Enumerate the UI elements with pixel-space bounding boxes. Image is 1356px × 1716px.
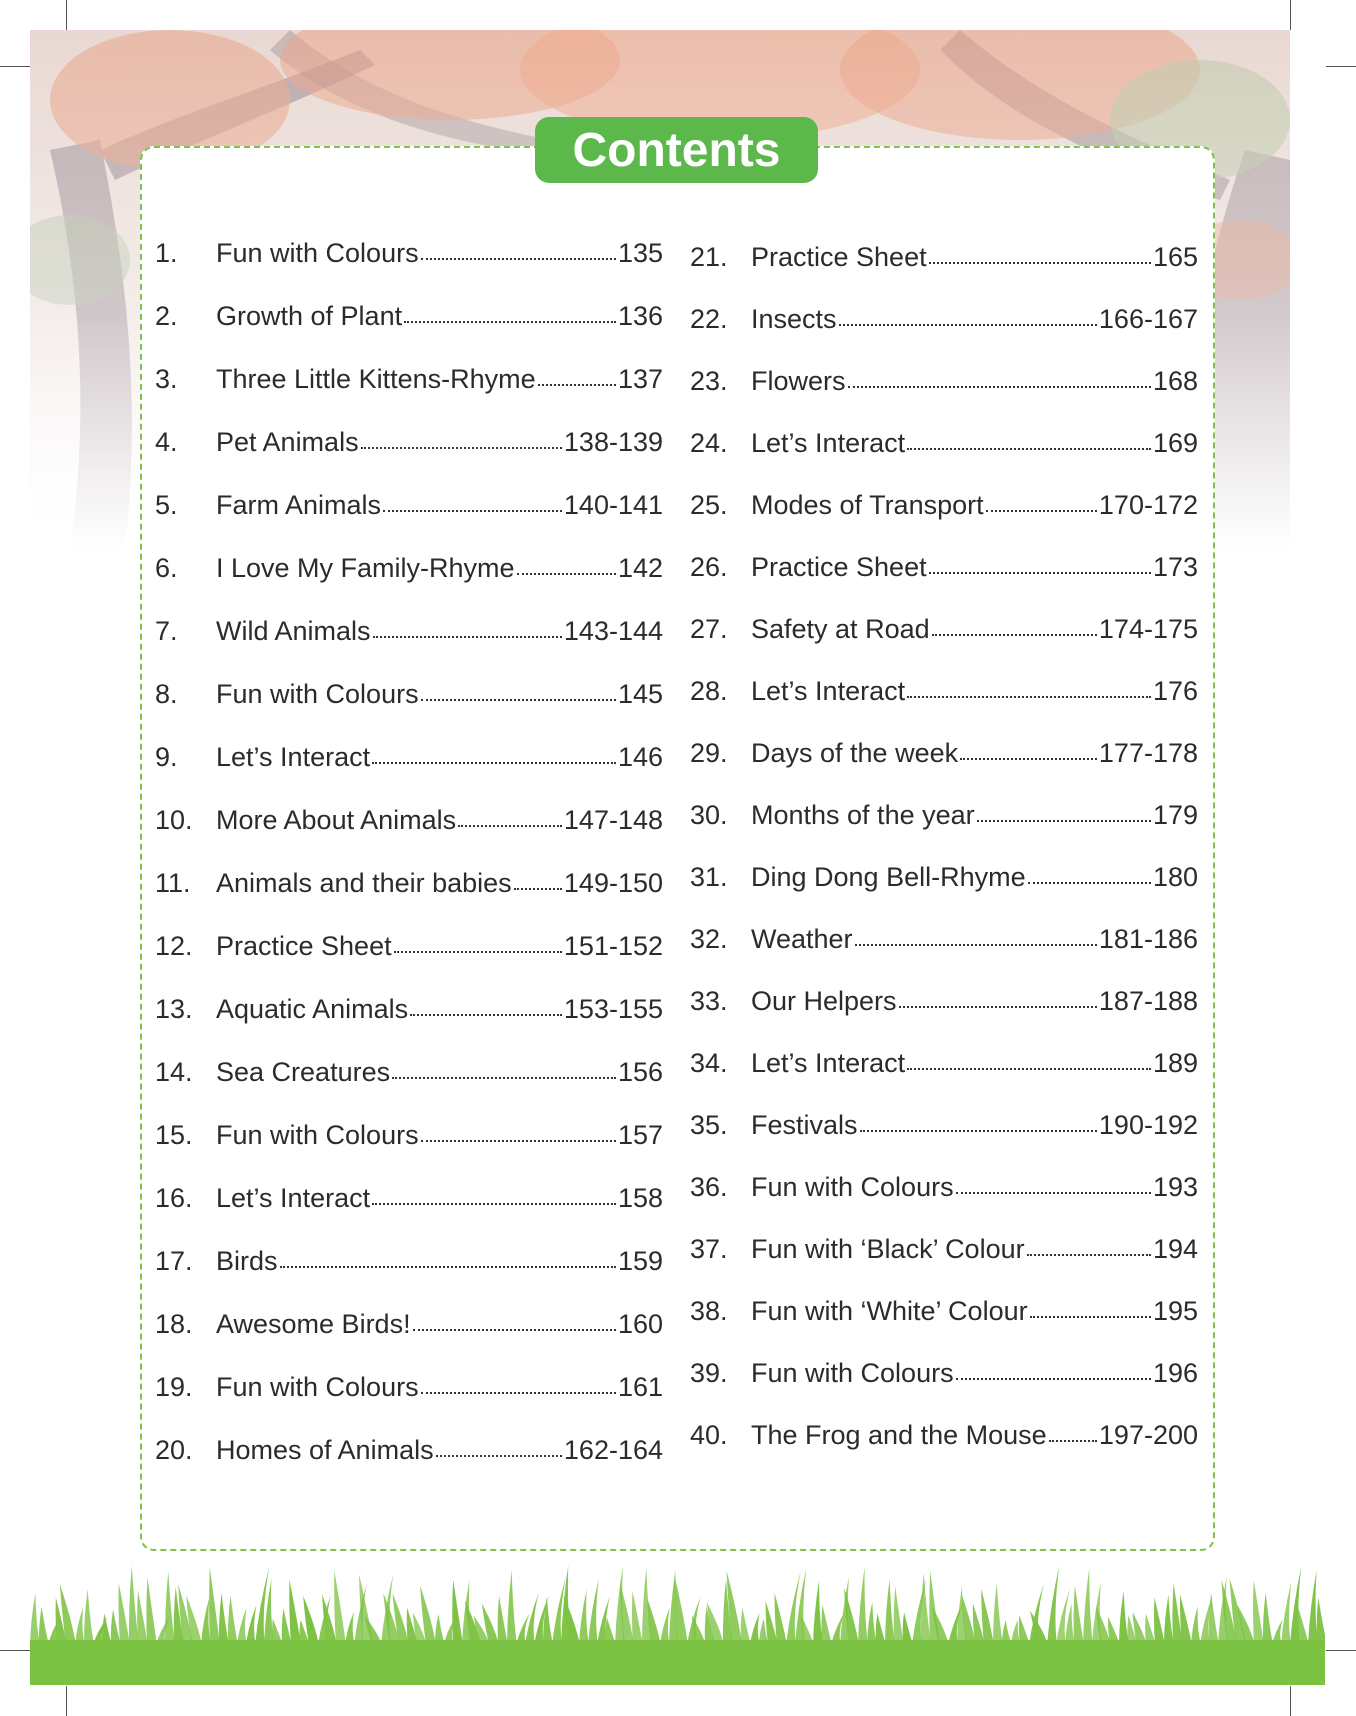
entry-number: 26. <box>690 552 728 582</box>
leader-dots <box>280 1266 616 1268</box>
leader-dots <box>421 1392 616 1394</box>
entry-number: 33. <box>690 986 728 1016</box>
entry-page: 153-155 <box>563 994 663 1024</box>
leader-dots <box>1027 1254 1151 1256</box>
leader-dots <box>394 951 562 953</box>
toc-entry[interactable] <box>690 862 1198 924</box>
entry-number: 12. <box>155 931 193 961</box>
leader-dots <box>860 1130 1097 1132</box>
leader-dots <box>956 1378 1151 1380</box>
entry-number: 14. <box>155 1057 193 1087</box>
leader-dots <box>1049 1440 1097 1442</box>
entry-number: 17. <box>155 1246 193 1276</box>
entry-title: I Love My Family-Rhyme <box>216 553 515 583</box>
leader-dots <box>436 1455 562 1457</box>
page-title: Contents <box>572 123 781 177</box>
leader-dots <box>421 258 616 260</box>
entry-title: Fun with Colours <box>216 238 419 268</box>
toc-entry[interactable] <box>690 428 1198 490</box>
entry-page: 193 <box>1152 1172 1198 1202</box>
crop-mark <box>1290 1686 1291 1716</box>
entry-title: More About Animals <box>216 805 457 835</box>
entry-title: Sea Creatures <box>216 1057 391 1087</box>
entry-number: 38. <box>690 1296 728 1326</box>
entry-page: 136 <box>617 301 663 331</box>
toc-entry[interactable] <box>155 364 663 427</box>
toc-entry[interactable] <box>155 1183 663 1246</box>
crop-mark <box>0 66 30 67</box>
entry-number: 32. <box>690 924 728 954</box>
crop-mark <box>66 1686 67 1716</box>
entry-page: 176 <box>1152 676 1198 706</box>
entry-number: 6. <box>155 553 178 583</box>
entry-title: Ding Dong Bell-Rhyme <box>751 862 1026 892</box>
leader-dots <box>839 324 1097 326</box>
leader-dots <box>538 384 616 386</box>
entry-title: Let’s Interact <box>751 428 906 458</box>
toc-entry[interactable] <box>155 931 663 994</box>
entry-number: 16. <box>155 1183 193 1213</box>
entry-number: 19. <box>155 1372 193 1402</box>
leader-dots <box>986 510 1097 512</box>
entry-title: Practice Sheet <box>216 931 392 961</box>
toc-entry[interactable] <box>690 1420 1198 1482</box>
toc-entry[interactable] <box>155 679 663 742</box>
entry-page: 170-172 <box>1098 490 1198 520</box>
entry-page: 151-152 <box>563 931 663 961</box>
entry-title: Practice Sheet <box>751 242 927 272</box>
leader-dots <box>848 386 1151 388</box>
entry-number: 13. <box>155 994 193 1024</box>
entry-title: Homes of Animals <box>216 1435 434 1465</box>
entry-number: 18. <box>155 1309 193 1339</box>
entry-title: Farm Animals <box>216 490 382 520</box>
entry-title: Growth of Plant <box>216 301 403 331</box>
entry-number: 5. <box>155 490 178 520</box>
entry-title: Aquatic Animals <box>216 994 409 1024</box>
leader-dots <box>404 321 616 323</box>
toc-entry[interactable] <box>690 614 1198 676</box>
entry-page: 140-141 <box>563 490 663 520</box>
entry-number: 34. <box>690 1048 728 1078</box>
toc-entry[interactable] <box>155 553 663 616</box>
entry-page: 181-186 <box>1098 924 1198 954</box>
leader-dots <box>372 1203 616 1205</box>
toc-column-left <box>155 238 663 1498</box>
entry-page: 147-148 <box>563 805 663 835</box>
leader-dots <box>907 448 1151 450</box>
toc-entry[interactable] <box>690 366 1198 428</box>
toc-entry[interactable] <box>155 994 663 1057</box>
entry-title: Days of the week <box>751 738 959 768</box>
entry-title: Flowers <box>751 366 846 396</box>
toc-entry[interactable] <box>690 738 1198 800</box>
entry-page: 162-164 <box>563 1435 663 1465</box>
entry-title: Fun with Colours <box>216 679 419 709</box>
entry-page: 138-139 <box>563 427 663 457</box>
entry-page: 194 <box>1152 1234 1198 1264</box>
leader-dots <box>932 634 1097 636</box>
entry-title: Modes of Transport <box>751 490 984 520</box>
entry-title: Insects <box>751 304 837 334</box>
entry-number: 20. <box>155 1435 193 1465</box>
toc-entry[interactable] <box>690 1110 1198 1172</box>
entry-page: 165 <box>1152 242 1198 272</box>
entry-number: 9. <box>155 742 178 772</box>
entry-number: 30. <box>690 800 728 830</box>
entry-number: 25. <box>690 490 728 520</box>
entry-number: 21. <box>690 242 728 272</box>
toc-entry[interactable] <box>690 304 1198 366</box>
entry-title: Fun with Colours <box>216 1372 419 1402</box>
leader-dots <box>410 1014 562 1016</box>
entry-page: 166-167 <box>1098 304 1198 334</box>
toc-entry[interactable] <box>155 1120 663 1183</box>
entry-page: 160 <box>617 1309 663 1339</box>
leader-dots <box>929 572 1151 574</box>
entry-number: 31. <box>690 862 728 892</box>
entry-page: 142 <box>617 553 663 583</box>
entry-number: 36. <box>690 1172 728 1202</box>
entry-number: 10. <box>155 805 193 835</box>
entry-title: Fun with Colours <box>216 1120 419 1150</box>
entry-page: 174-175 <box>1098 614 1198 644</box>
leader-dots <box>383 510 562 512</box>
entry-page: 169 <box>1152 428 1198 458</box>
entry-page: 179 <box>1152 800 1198 830</box>
entry-page: 189 <box>1152 1048 1198 1078</box>
leader-dots <box>907 696 1151 698</box>
toc-entry[interactable] <box>690 552 1198 614</box>
entry-number: 24. <box>690 428 728 458</box>
entry-number: 11. <box>155 868 191 898</box>
entry-title: Let’s Interact <box>216 742 371 772</box>
entry-page: 159 <box>617 1246 663 1276</box>
entry-number: 37. <box>690 1234 728 1264</box>
entry-title: Our Helpers <box>751 986 897 1016</box>
entry-page: 146 <box>617 742 663 772</box>
leader-dots <box>514 888 562 890</box>
entry-title: Weather <box>751 924 853 954</box>
entry-title: Three Little Kittens-Rhyme <box>216 364 536 394</box>
leader-dots <box>373 636 562 638</box>
entry-page: 190-192 <box>1098 1110 1198 1140</box>
entry-number: 8. <box>155 679 178 709</box>
entry-page: 157 <box>617 1120 663 1150</box>
toc-entry[interactable] <box>690 1172 1198 1234</box>
crop-mark <box>0 1650 30 1651</box>
toc-entry[interactable] <box>155 805 663 868</box>
leader-dots <box>1028 882 1151 884</box>
toc-entry[interactable] <box>155 301 663 364</box>
leader-dots <box>372 762 616 764</box>
entry-page: 137 <box>617 364 663 394</box>
entry-number: 23. <box>690 366 728 396</box>
crop-mark <box>66 0 67 30</box>
toc-entry[interactable] <box>155 1246 663 1309</box>
leader-dots <box>907 1068 1151 1070</box>
leader-dots <box>517 573 616 575</box>
entry-number: 40. <box>690 1420 728 1450</box>
entry-title: Fun with ‘White’ Colour <box>751 1296 1028 1326</box>
toc-entry[interactable] <box>155 1435 663 1498</box>
entry-number: 4. <box>155 427 178 457</box>
entry-page: 156 <box>617 1057 663 1087</box>
crop-mark <box>1326 66 1356 67</box>
toc-entry[interactable] <box>155 490 663 553</box>
entry-title: Animals and their babies <box>216 868 512 898</box>
entry-title: Let’s Interact <box>751 1048 906 1078</box>
entry-number: 39. <box>690 1358 728 1388</box>
entry-number: 1. <box>155 238 178 268</box>
entry-number: 2. <box>155 301 178 331</box>
entry-page: 195 <box>1152 1296 1198 1326</box>
entry-title: Let’s Interact <box>216 1183 371 1213</box>
entry-title: Wild Animals <box>216 616 371 646</box>
entry-page: 173 <box>1152 552 1198 582</box>
toc-entry[interactable] <box>690 1234 1198 1296</box>
leader-dots <box>855 944 1097 946</box>
leader-dots <box>956 1192 1151 1194</box>
toc-entry[interactable] <box>155 742 663 805</box>
entry-title: Festivals <box>751 1110 858 1140</box>
entry-page: 135 <box>617 238 663 268</box>
entry-number: 22. <box>690 304 728 334</box>
entry-page: 158 <box>617 1183 663 1213</box>
entry-page: 143-144 <box>563 616 663 646</box>
toc-entry[interactable] <box>155 1309 663 1372</box>
entry-page: 161 <box>617 1372 663 1402</box>
toc-entry[interactable] <box>690 1296 1198 1358</box>
leader-dots <box>977 820 1151 822</box>
leader-dots <box>899 1006 1097 1008</box>
toc-entry[interactable] <box>690 676 1198 738</box>
entry-title: The Frog and the Mouse <box>751 1420 1047 1450</box>
toc-entry[interactable] <box>690 242 1198 304</box>
leader-dots <box>421 1140 616 1142</box>
toc-entry[interactable] <box>690 800 1198 862</box>
leader-dots <box>960 758 1097 760</box>
entry-title: Awesome Birds! <box>216 1309 411 1339</box>
entry-page: 149-150 <box>563 868 663 898</box>
toc-entry[interactable] <box>155 238 663 301</box>
entry-title: Fun with Colours <box>751 1358 954 1388</box>
toc-entry[interactable] <box>155 1057 663 1120</box>
leader-dots <box>929 262 1151 264</box>
grass-border <box>30 1565 1325 1685</box>
entry-title: Let’s Interact <box>751 676 906 706</box>
entry-number: 7. <box>155 616 178 646</box>
entry-title: Fun with ‘Black’ Colour <box>751 1234 1025 1264</box>
crop-mark <box>1290 0 1291 30</box>
toc-entry[interactable] <box>155 616 663 679</box>
entry-page: 177-178 <box>1098 738 1198 768</box>
entry-page: 187-188 <box>1098 986 1198 1016</box>
entry-page: 196 <box>1152 1358 1198 1388</box>
entry-title: Practice Sheet <box>751 552 927 582</box>
entry-title: Birds <box>216 1246 278 1276</box>
entry-title: Safety at Road <box>751 614 930 644</box>
entry-number: 15. <box>155 1120 193 1150</box>
leader-dots <box>458 825 562 827</box>
toc-entry[interactable] <box>690 1358 1198 1420</box>
leader-dots <box>413 1329 616 1331</box>
entry-number: 29. <box>690 738 728 768</box>
entry-page: 168 <box>1152 366 1198 396</box>
entry-page: 197-200 <box>1098 1420 1198 1450</box>
entry-number: 3. <box>155 364 178 394</box>
crop-mark <box>1326 1650 1356 1651</box>
toc-entry[interactable] <box>155 427 663 490</box>
entry-page: 145 <box>617 679 663 709</box>
contents-title-badge <box>535 117 818 183</box>
toc-column-right <box>690 242 1198 1482</box>
entry-number: 27. <box>690 614 728 644</box>
entry-title: Fun with Colours <box>751 1172 954 1202</box>
toc-entry[interactable] <box>155 868 663 931</box>
leader-dots <box>421 699 616 701</box>
toc-entry[interactable] <box>690 1048 1198 1110</box>
leader-dots <box>392 1077 616 1079</box>
leader-dots <box>361 447 562 449</box>
toc-entry[interactable] <box>690 490 1198 552</box>
entry-number: 28. <box>690 676 728 706</box>
leader-dots <box>1030 1316 1151 1318</box>
entry-page: 180 <box>1152 862 1198 892</box>
entry-number: 35. <box>690 1110 728 1140</box>
entry-title: Pet Animals <box>216 427 359 457</box>
toc-entry[interactable] <box>155 1372 663 1435</box>
toc-entry[interactable] <box>690 924 1198 986</box>
toc-entry[interactable] <box>690 986 1198 1048</box>
entry-title: Months of the year <box>751 800 975 830</box>
